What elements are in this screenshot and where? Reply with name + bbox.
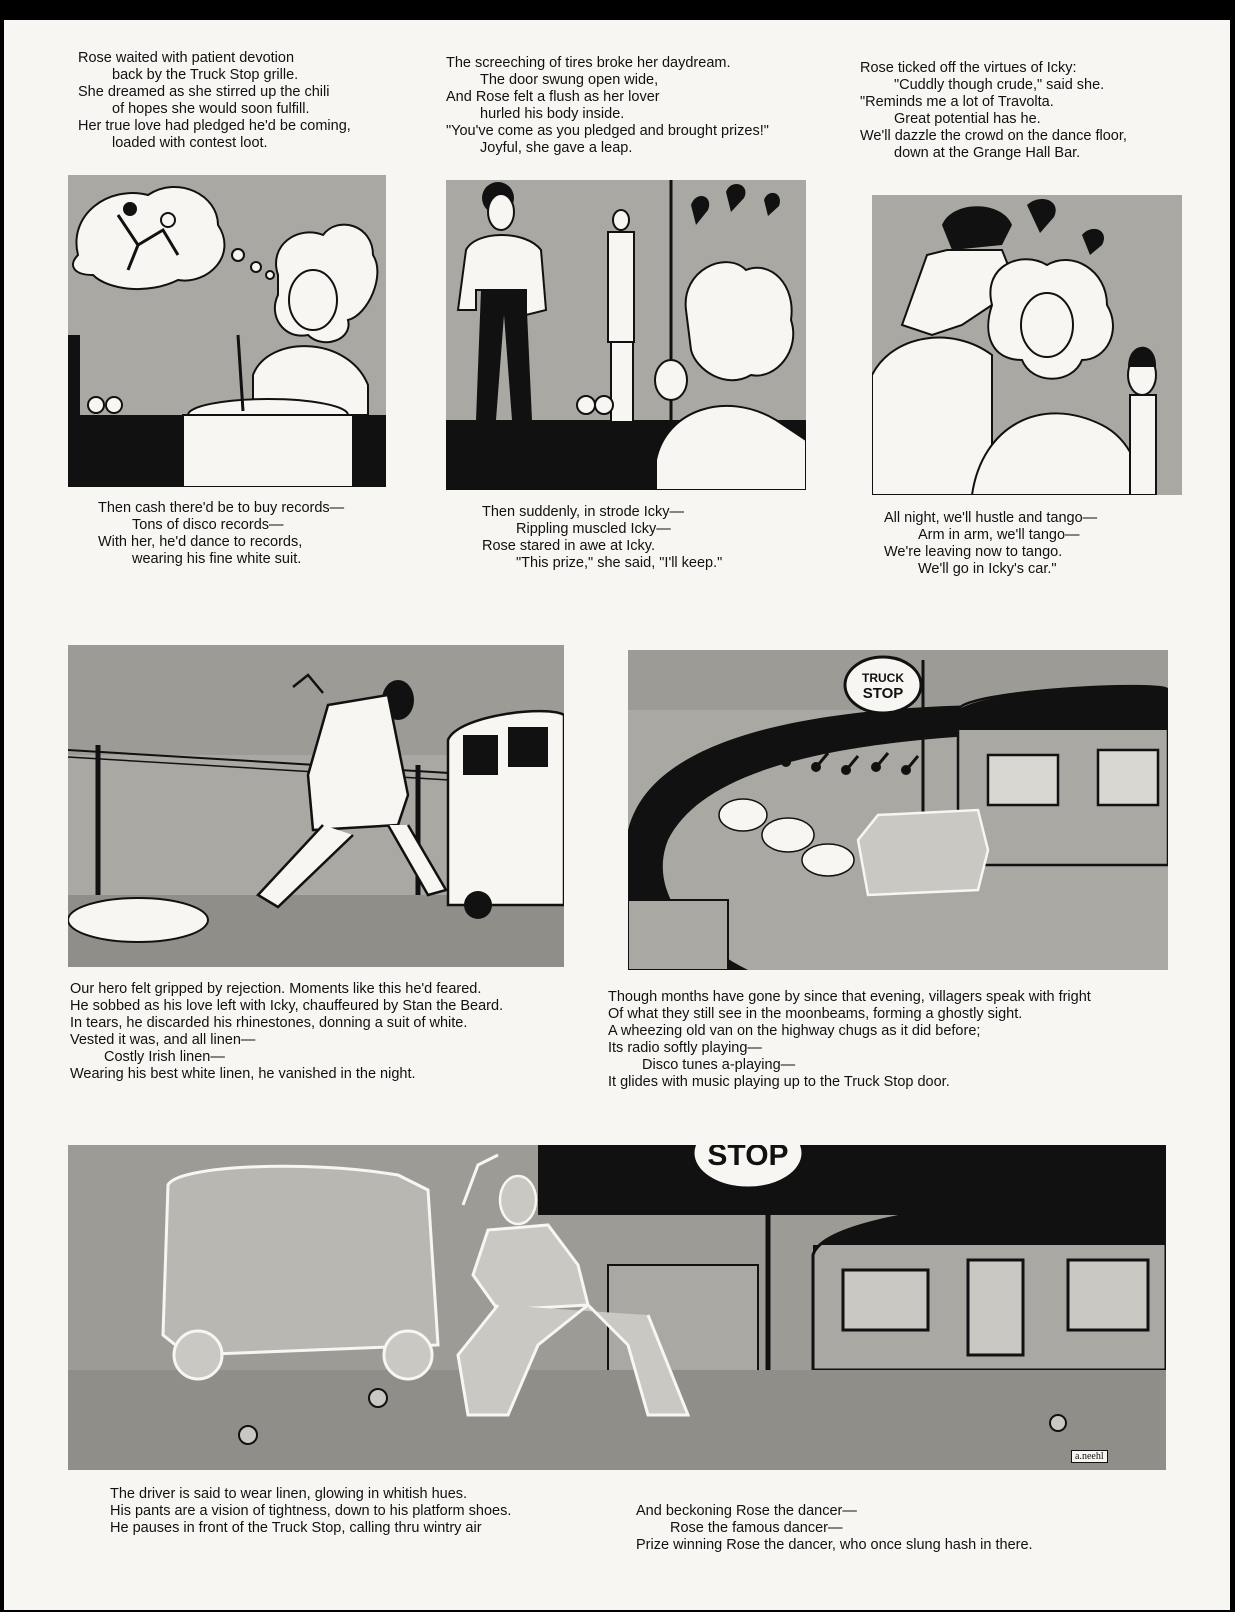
verse-line: down at the Grange Hall Bar. <box>894 145 1081 161</box>
verse-line: Disco tunes a-playing— <box>642 1057 796 1073</box>
verse-line: The screeching of tires broke her daydream. <box>446 55 731 71</box>
verse-line: Tons of disco records— <box>132 517 284 533</box>
verse-line: back by the Truck Stop grille. <box>112 67 299 83</box>
verse-line: The door swung open wide, <box>480 72 659 88</box>
truck-stop-sign-partial: STOP <box>707 1145 789 1172</box>
comic-page <box>4 20 1230 1610</box>
verse-line: In tears, he discarded his rhinestones, donning a suit of white. <box>70 1015 468 1031</box>
verse-hero-rejection <box>70 981 503 1083</box>
verse-line: We'll go in Icky's car." <box>918 561 1057 577</box>
verse-line: With her, he'd dance to records, <box>98 534 303 550</box>
verse-line: of hopes she would soon fulfill. <box>112 101 310 117</box>
verse-line: A wheezing old van on the highway chugs as it did before; <box>608 1023 981 1039</box>
verse-line: He sobbed as his love left with Icky, chauffeured by Stan the Beard. <box>70 998 504 1014</box>
verse-line: Rippling muscled Icky— <box>516 521 671 537</box>
verse-line: Then cash there'd be to buy records— <box>98 500 345 516</box>
panel-lover-bursts-in <box>446 180 806 490</box>
verse-ghostly-sight <box>608 989 1091 1091</box>
verse-driver-in-linen <box>110 1486 511 1537</box>
verse-beckoning-rose <box>636 1503 1033 1554</box>
verse-line: Rose ticked off the virtues of Icky: <box>860 60 1077 76</box>
truck-stop-sign-top: TRUCK <box>862 671 904 685</box>
verse-line: "Cuddly though crude," said she. <box>894 77 1105 93</box>
verse-line: The driver is said to wear linen, glowing in whitish hues. <box>110 1486 468 1502</box>
verse-line: All night, we'll hustle and tango— <box>884 510 1098 526</box>
truck-stop-sign-bottom: STOP <box>862 685 904 702</box>
verse-line: Though months have gone by since that evening, villagers speak with fright <box>608 989 1091 1005</box>
verse-line: Then suddenly, in strode Icky— <box>482 504 685 520</box>
verse-rose-waiting <box>78 50 351 152</box>
verse-line: He pauses in front of the Truck Stop, calling thru wintry air <box>110 1520 482 1536</box>
verse-line: Its radio softly playing— <box>608 1040 762 1056</box>
verse-line: Rose waited with patient devotion <box>78 50 295 66</box>
verse-line: His pants are a vision of tightness, down to his platform shoes. <box>110 1503 512 1519</box>
verse-line: wearing his fine white suit. <box>132 551 302 567</box>
verse-line: Her true love had pledged he'd be coming, <box>78 118 351 134</box>
verse-line: We'll dazzle the crowd on the dance floor, <box>860 128 1127 144</box>
verse-icky-strode-in <box>482 504 722 572</box>
verse-line: Rose the famous dancer— <box>670 1520 843 1536</box>
verse-virtues-of-icky <box>860 60 1127 162</box>
verse-line: Rose stared in awe at Icky. <box>482 538 656 554</box>
verse-line: And beckoning Rose the dancer— <box>636 1503 857 1519</box>
verse-line: "This prize," she said, "I'll keep." <box>516 555 723 571</box>
verse-line: It glides with music playing up to the Truck Stop door. <box>608 1074 950 1090</box>
verse-line: loaded with contest loot. <box>112 135 268 151</box>
panel-hero-walks-away <box>68 645 564 967</box>
panel-ghost-van-truck-stop <box>628 650 1168 970</box>
verse-leaving-to-tango <box>884 510 1097 578</box>
verse-line: hurled his body inside. <box>480 106 625 122</box>
verse-line: Wearing his best white linen, he vanished in the night. <box>70 1066 416 1082</box>
verse-line: Great potential has he. <box>894 111 1041 127</box>
panel-ghost-driver-calling <box>68 1145 1166 1470</box>
verse-line: Arm in arm, we'll tango— <box>918 527 1080 543</box>
verse-line: Our hero felt gripped by rejection. Moments like this he'd feared. <box>70 981 482 997</box>
verse-line: Costly Irish linen— <box>104 1049 225 1065</box>
panel-rose-with-icky <box>872 195 1182 495</box>
verse-line: "Reminds me a lot of Travolta. <box>860 94 1054 110</box>
verse-line: Of what they still see in the moonbeams, forming a ghostly sight. <box>608 1006 1023 1022</box>
verse-line: Prize winning Rose the dancer, who once slung hash in there. <box>636 1537 1033 1553</box>
verse-line: Vested it was, and all linen— <box>70 1032 256 1048</box>
verse-line: Joyful, she gave a leap. <box>480 140 633 156</box>
verse-cash-for-records <box>98 500 344 568</box>
verse-line: We're leaving now to tango. <box>884 544 1063 560</box>
panel-rose-stirring-chili <box>68 175 386 487</box>
verse-line: "You've come as you pledged and brought prizes!" <box>446 123 769 139</box>
artist-signature: a.neehl <box>1071 1450 1108 1463</box>
verse-line: She dreamed as she stirred up the chili <box>78 84 330 100</box>
verse-screeching-tires <box>446 55 769 157</box>
verse-line: And Rose felt a flush as her lover <box>446 89 660 105</box>
